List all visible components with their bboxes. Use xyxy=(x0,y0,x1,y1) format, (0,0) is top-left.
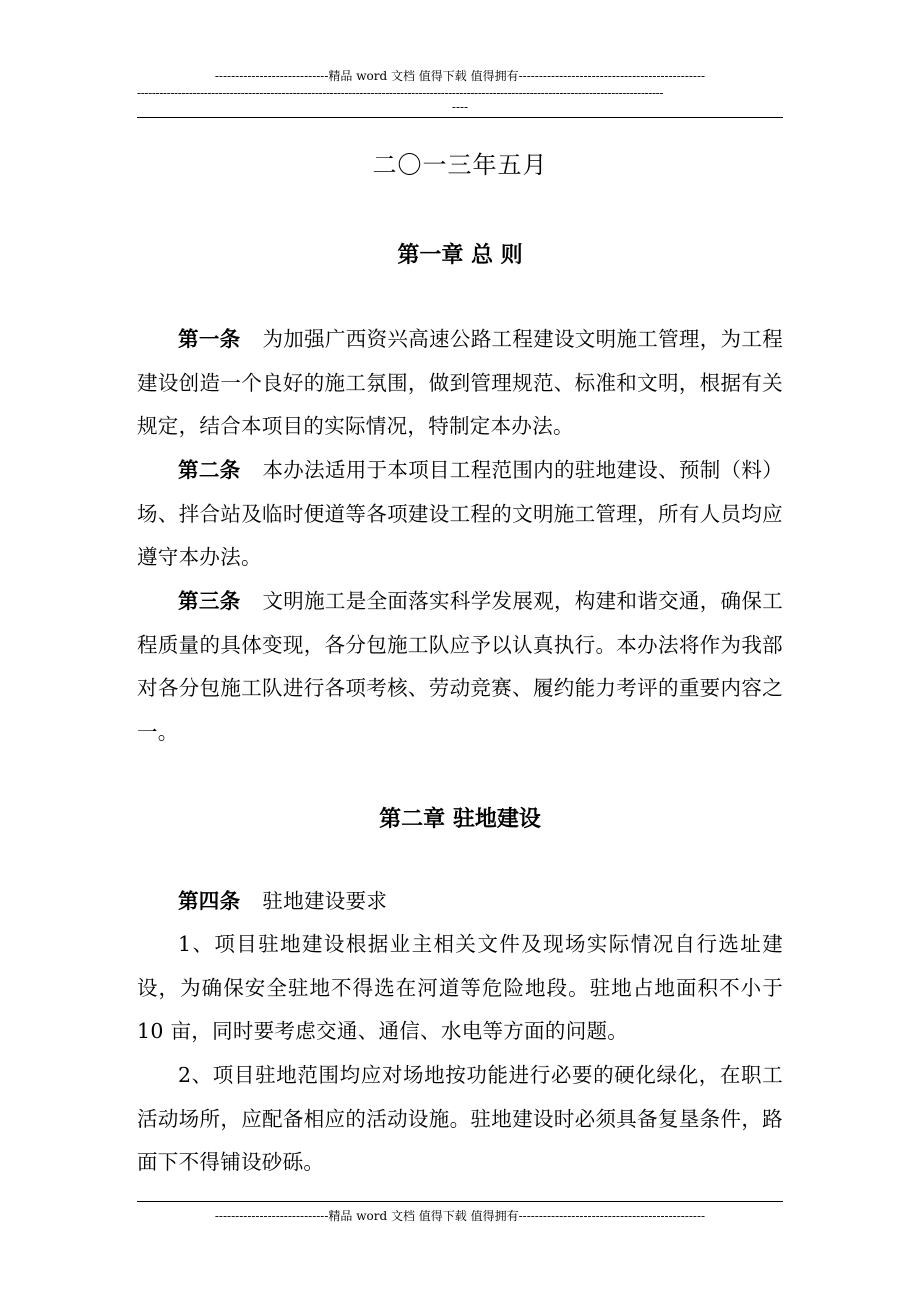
header-dash-tail: ---- xyxy=(451,100,469,114)
article-2-text: 本办法适用于本项目工程范围内的驻地建设、预制（料）场、拌合站及临时便道等各项建设工程的文明施工管理，所有人员均应遵守本办法。 xyxy=(137,458,783,569)
document-date: 二〇一三年五月 xyxy=(372,151,548,179)
article-4 xyxy=(137,880,783,924)
item-1: 1、项目驻地建设根据业主相关文件及现场实际情况自行选址建设，为确保安全驻地不得选在河道等危险地段。驻地占地面积不小于 10 亩，同时要考虑交通、通信、水电等方面的问题。 xyxy=(137,932,783,1043)
article-3-text: 文明施工是全面落实科学发展观，构建和谐交通，确保工程质量的具体变现，各分包施工队应予以认真执行。本办法将作为我部对各分包施工队进行各项考核、劳动竞赛、履约能力考评的重要内容之一。 xyxy=(137,589,783,744)
article-1-label: 第一条 xyxy=(178,327,241,351)
chapter-1-title: 第一章 总 则 xyxy=(397,243,523,268)
article-3-label: 第三条 xyxy=(178,589,241,613)
footer-rule xyxy=(137,1201,783,1202)
footer-banner: ----------------------------精品 word 文档 值得下载 值得拥有---------------------------------------------- xyxy=(214,1209,706,1223)
item-2: 2、项目驻地范围均应对场地按功能进行必要的硬化绿化，在职工活动场所，应配备相应的活动设施。驻地建设时必须具备复垦条件，路面下不得铺设砂砾。 xyxy=(137,1063,783,1174)
article-4-text: 驻地建设要求 xyxy=(262,889,388,913)
article-4-label: 第四条 xyxy=(178,889,241,913)
header-banner: ----------------------------精品 word 文档 值得下载 值得拥有---------------------------------------------- xyxy=(214,69,706,83)
header-dash-line: ---------------------------------------------------------------------------------------------------------------------------------------------- xyxy=(137,86,664,100)
article-1-text: 为加强广西资兴高速公路工程建设文明施工管理，为工程建设创造一个良好的施工氛围，做到管理规范、标准和文明，根据有关规定，结合本项目的实际情况，特制定本办法。 xyxy=(137,327,783,438)
article-2-label: 第二条 xyxy=(178,458,241,482)
chapter-2-title: 第二章 驻地建设 xyxy=(379,807,541,832)
header-rule xyxy=(137,117,783,118)
article-3 xyxy=(137,580,783,754)
article-1 xyxy=(137,318,783,449)
article-2 xyxy=(137,449,783,580)
